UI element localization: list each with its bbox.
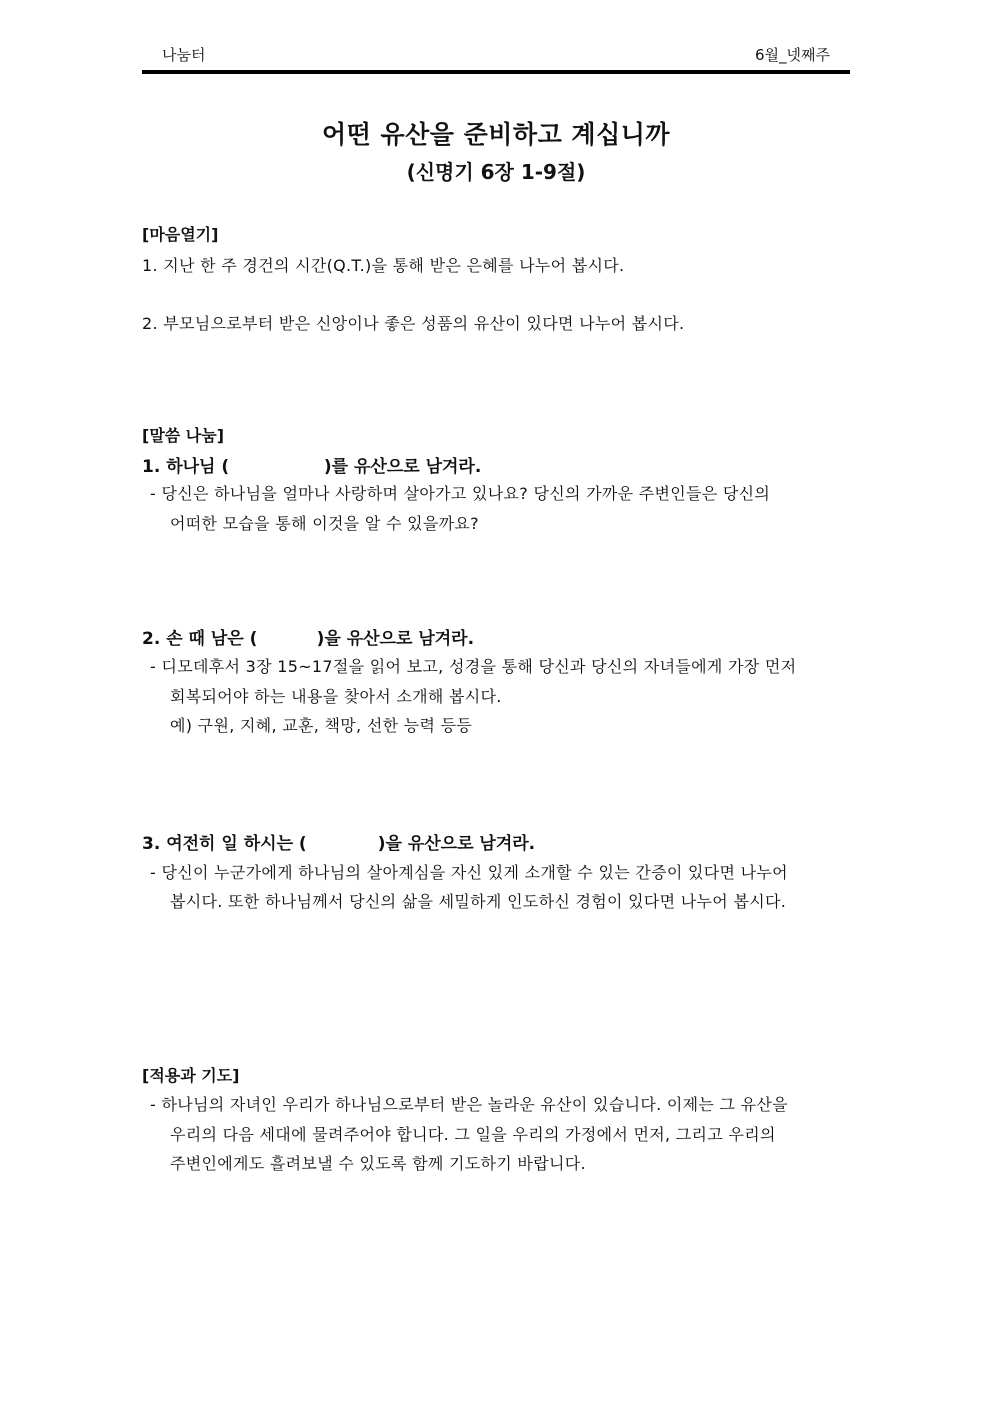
- apply-heading: [적용과 기도]: [142, 1066, 240, 1085]
- header-left-label: 나눔터: [162, 46, 206, 64]
- opening-heading: [마음열기]: [142, 225, 219, 244]
- point-3-title: 3. 여전히 일 하시는 ( )을 유산으로 남겨라.: [142, 834, 536, 854]
- point-3-line-1: - 당신이 누군가에게 하나님의 살아계심을 자신 있게 소개할 수 있는 간증이 있다면 나누어: [150, 863, 788, 882]
- header-right-label: 6월_넷째주: [754, 46, 830, 64]
- point-2-line-2: 회복되어야 하는 내용을 찾아서 소개해 봅시다.: [170, 687, 502, 706]
- header-rule: [142, 70, 850, 74]
- point-2-line-1: - 디모데후서 3장 15~17절을 읽어 보고, 성경을 통해 당신과 당신의 자녀들에게 가장 먼저: [150, 657, 797, 676]
- point-3-line-2: 봅시다. 또한 하나님께서 당신의 삶을 세밀하게 인도하신 경험이 있다면 나누어 봅시다.: [170, 892, 787, 911]
- document-subtitle: (신명기 6장 1-9절): [406, 160, 586, 184]
- apply-line-3: 주변인에게도 흘려보낼 수 있도록 함께 기도하기 바랍니다.: [170, 1154, 586, 1173]
- point-2-title: 2. 손 때 남은 ( )을 유산으로 남겨라.: [142, 629, 475, 649]
- point-1-line-2: 어떠한 모습을 통해 이것을 알 수 있을까요?: [170, 514, 479, 533]
- point-1-title: 1. 하나님 ( )를 유산으로 남겨라.: [142, 457, 482, 477]
- opening-question-1: 1. 지난 한 주 경건의 시간(Q.T.)을 통해 받은 은혜를 나누어 봅시다.: [142, 256, 625, 275]
- document-title: 어떤 유산을 준비하고 계십니까: [321, 120, 671, 149]
- point-1-line-1: - 당신은 하나님을 얼마나 사랑하며 살아가고 있나요? 당신의 가까운 주변인들은 당신의: [150, 484, 771, 503]
- opening-question-2: 2. 부모님으로부터 받은 신앙이나 좋은 성품의 유산이 있다면 나누어 봅시다.: [142, 314, 685, 333]
- apply-line-2: 우리의 다음 세대에 물려주어야 합니다. 그 일을 우리의 가정에서 먼저, 그리고 우리의: [170, 1125, 776, 1144]
- point-2-line-3: 예) 구원, 지혜, 교훈, 책망, 선한 능력 등등: [170, 716, 473, 735]
- apply-line-1: - 하나님의 자녀인 우리가 하나님으로부터 받은 놀라운 유산이 있습니다. 이제는 그 유산을: [150, 1095, 788, 1114]
- word-heading: [말씀 나눔]: [142, 426, 225, 445]
